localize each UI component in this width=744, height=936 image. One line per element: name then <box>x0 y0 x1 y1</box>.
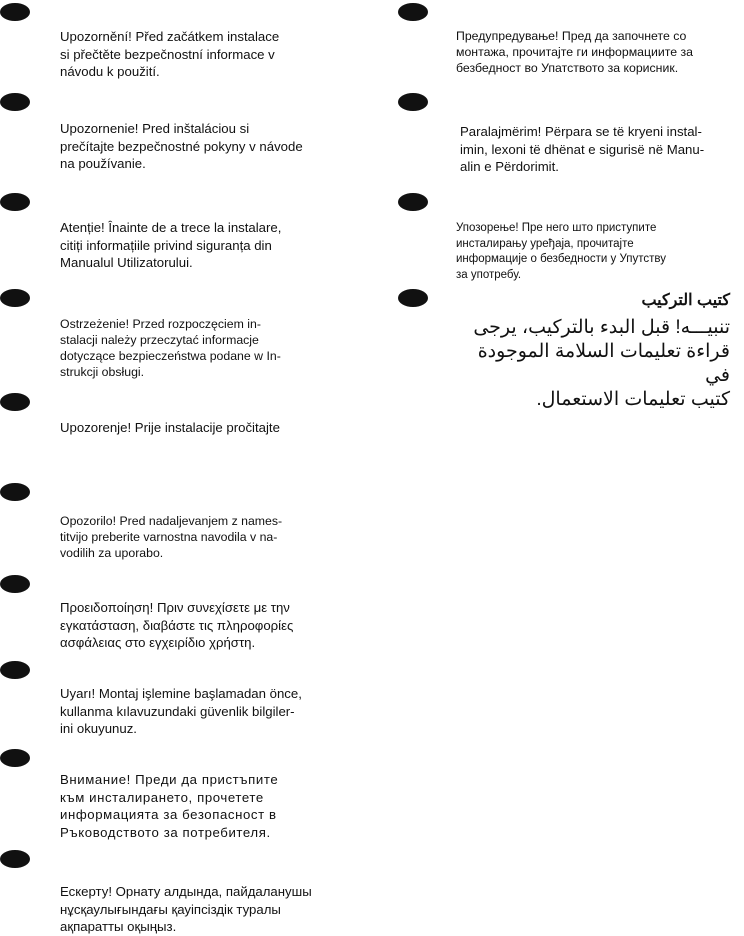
bullet-dot-pl <box>0 289 30 307</box>
warning-text-cs: Upozornění! Před začátkem instalace si přečtěte bezpečnostní informace v návodu k použití. <box>60 29 280 79</box>
warning-text-kk: Ескерту! Орнату алдында, пайдаланушы нұсқаулығындағы қауіпсіздік туралы ақпаратты оқыңыз. <box>60 884 312 934</box>
bullet-dot-bg <box>0 749 30 767</box>
warning-text-ro: Atenție! Înainte de a trece la instalare, citiți informațiile privind siguranța din Manualul Utilizatorului. <box>60 220 282 270</box>
bullet-dot-hr <box>0 393 30 411</box>
arabic-title: كتيب التركيب <box>641 292 730 309</box>
bullet-dot-sr <box>398 193 428 211</box>
warning-text-bg: Внимание! Преди да пристъпите към инсталирането, прочетете информацията за безопасност в Ръководството за потребителя. <box>60 772 279 840</box>
bullet-dot-cs <box>0 3 30 21</box>
warning-text-tr: Uyarı! Montaj işlemine başlamadan önce, kullanma kılavuzundaki güvenlik bilgiler- ini okuyunuz. <box>60 686 302 736</box>
bullet-dot-sl <box>0 483 30 501</box>
warning-text-pl: Ostrzeżenie! Przed rozpoczęciem in- stalacji należy przeczytać informacje dotyczące bezpieczeństwa podane w In- strukcji obsługi. <box>60 317 281 379</box>
warning-text-mk: Предупредување! Пред да започнете со монтажа, прочитајте ги информациите за безбедност во Упатството за корисник. <box>456 29 693 75</box>
bullet-dot-tr <box>0 661 30 679</box>
arabic-warning-text: تنبيـــه! قبل البدء بالتركيب، يرجى قراءة تعليمات السلامة الموجودة في كتيب تعليمات الاستعمال. <box>473 317 730 410</box>
bullet-dot-el <box>0 575 30 593</box>
warning-text-sq: Paralajmërim! Përpara se të kryeni instal- imin, lexoni të dhënat e sigurisë në Manu- alin e Përdorimit. <box>460 124 705 174</box>
warning-text-sr: Упозорење! Пре него што приступите инсталирању уређаја, прочитајте информације о безбедности у Упутству за употребу. <box>456 222 666 281</box>
bullet-dot-sq <box>398 93 428 111</box>
bullet-dot-ar <box>398 289 428 307</box>
bullet-dot-ro <box>0 193 30 211</box>
bullet-dot-sk <box>0 93 30 111</box>
warning-text-hr: Upozorenje! Prije instalacije pročitajte <box>60 420 280 435</box>
bullet-dot-mk <box>398 3 428 21</box>
warning-text-el: Προειδοποίηση! Πριν συνεχίσετε με την εγκατάσταση, διαβάστε τις πληροφορίες ασφάλειας στο εγχειρίδιο χρήστη. <box>60 600 294 650</box>
bullet-dot-kk <box>0 850 30 868</box>
warning-text-sl: Opozorilo! Pred nadaljevanjem z names- titvijo preberite varnostna navodila v na- vodilih za uporabo. <box>60 514 283 560</box>
warning-text-sk: Upozornenie! Pred inštaláciou si prečítajte bezpečnostné pokyny v návode na používanie. <box>60 121 303 171</box>
